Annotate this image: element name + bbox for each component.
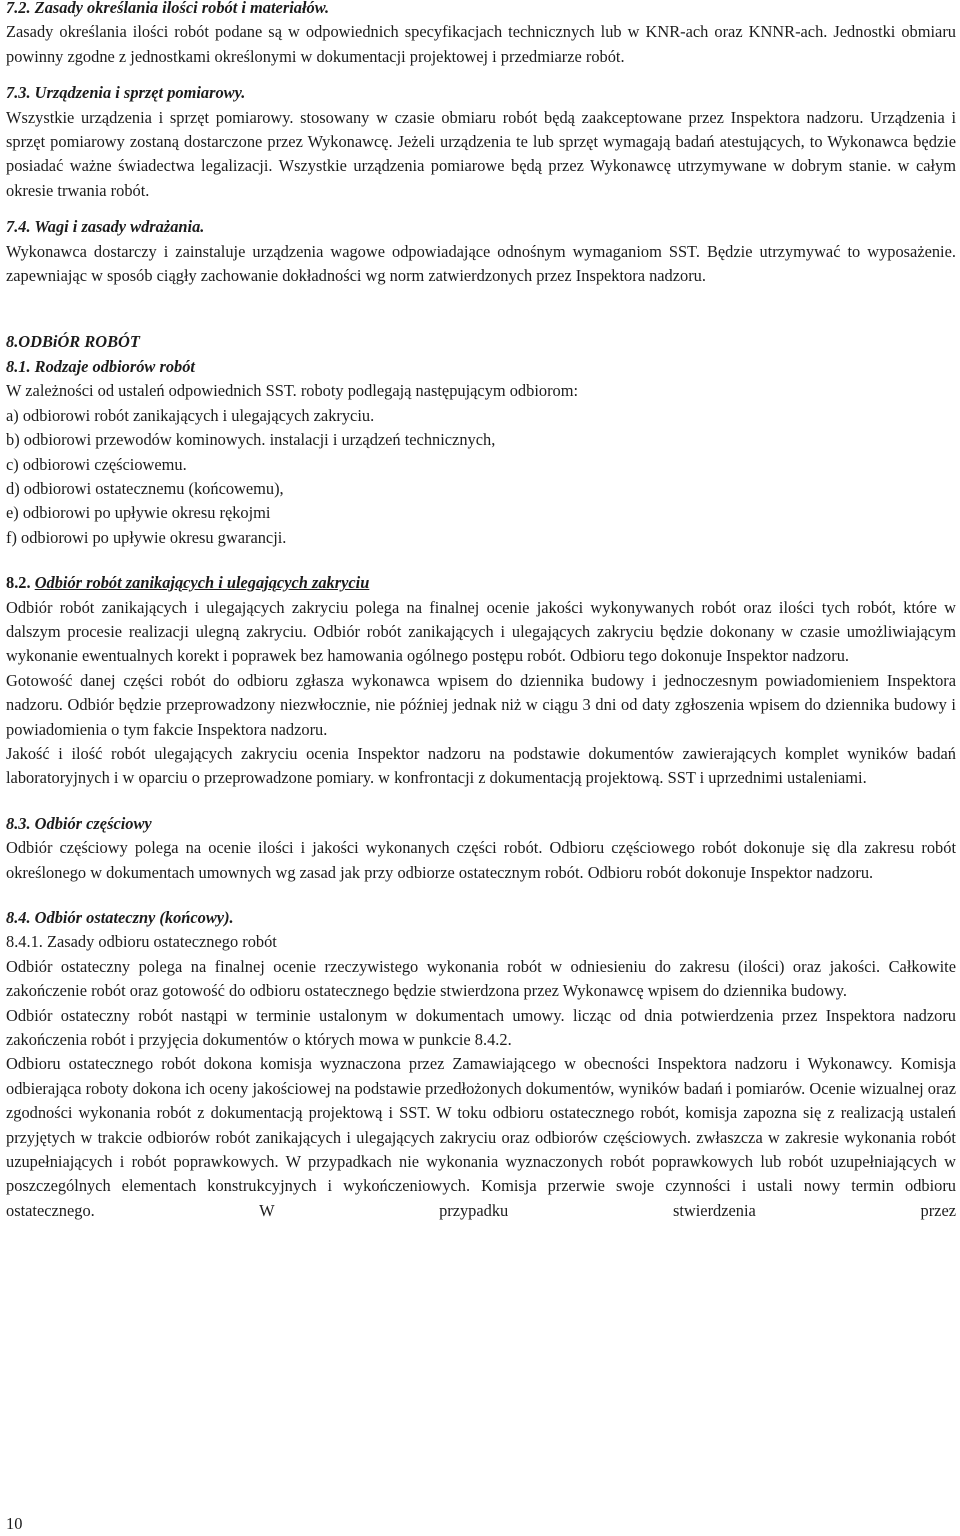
section-8-3-heading: 8.3. Odbiór częściowy xyxy=(6,813,152,833)
section-8-4-1-subheading: 8.4.1. Zasady odbioru ostatecznego robót xyxy=(6,932,277,952)
section-7-2-heading: 7.2. Zasady określania ilości robót i materiałów. xyxy=(6,0,330,17)
section-8-4-paragraph: Odbiór ostateczny robót nastąpi w terminie ustalonym w dokumentach umowy. licząc od dnia potwierdzenia przez Inspektora nadzoru zakończenia robót i przyjęcia dokumentów o których mowa w punkcie 8.4.2. xyxy=(6,1005,956,1050)
section-8-1-line: a) odbiorowi robót zanikających i ulegających zakryciu. xyxy=(6,405,375,425)
section-8-1-line: e) odbiorowi po upływie okresu rękojmi xyxy=(6,503,271,523)
section-7-4-text: Wykonawca dostarczy i zainstaluje urządzenia wagowe odpowiadające odnośnym wymaganiom SST. Będzie utrzymywać to wyposażenie. zapewniając w sposób ciągły zachowanie dokładności wg norm zatwierdzonych przez Inspektora nadzoru. xyxy=(6,241,956,286)
section-7-3-text: Wszystkie urządzenia i sprzęt pomiarowy. stosowany w czasie obmiaru robót będą zaakceptowane przez Inspektora nadzoru. Urządzenia i sprzęt pomiarowy zostaną dostarczone przez Wykonawcę. Jeżeli urządzenia te lub sprzęt wymagają badań atestujących, to Wykonawca będzie posiadać ważne świadectwa legalizacji. Wszystkie urządzenia pomiarowe będą przez Wykonawcę utrzymywane w dobrym stanie. w całym okresie trwania robót. xyxy=(6,107,956,200)
section-8-3-text: Odbiór częściowy polega na ocenie ilości i jakości wykonanych części robót. Odbioru częściowego robót dokonuje się dla zakresu robót określonego w dokumentach umownych wg zasad jak przy odbiorze ostatecznym robót. Odbioru robót dokonuje Inspektor nadzoru. xyxy=(6,838,956,882)
section-8-2-paragraph: Odbiór robót zanikających i ulegających zakryciu polega na finalnej ocenie jakości wykonywanych robót oraz ilości tych robót, które w dalszym procesie realizacji ulegną zakryciu. Odbiór robót zanikających i ulegających zakryciu będzie dokonany w czasie umożliwiającym wykonanie ewentualnych korekt i poprawek bez hamowania ogólnego postępu robót. Odbioru tego dokonuje Inspektor nadzoru. xyxy=(6,597,956,666)
section-8-1-line: d) odbiorowi ostatecznemu (końcowemu), xyxy=(6,478,284,498)
section-8-2-heading xyxy=(6,571,956,595)
section-8-4-paragraph: Odbiór ostateczny polega na finalnej ocenie rzeczywistego wykonania robót w odniesieniu do zakresu (ilości) oraz jakości. Całkowite zakończenie robót oraz gotowość do odbioru ostatecznego będzie stwierdzona przez Wykonawcę wpisem do dziennika budowy. xyxy=(6,956,956,1001)
section-8-1-line: W zależności od ustaleń odpowiednich SST. roboty podlegają następującym odbiorom: xyxy=(6,381,579,401)
section-8-1-line: b) odbiorowi przewodów kominowych. instalacji i urządzeń technicznych, xyxy=(6,430,496,450)
section-7-4-heading: 7.4. Wagi i zasady wdrażania. xyxy=(6,217,205,237)
section-7-3-heading: 7.3. Urządzenia i sprzęt pomiarowy. xyxy=(6,83,246,103)
section-8-4-heading: 8.4. Odbiór ostateczny (końcowy). xyxy=(6,908,234,927)
section-8-2-paragraph: Gotowość danej części robót do odbioru zgłasza wykonawca wpisem do dziennika budowy i jednoczesnym powiadomieniem Inspektora nadzoru. Odbiór będzie przeprowadzony niezwłocznie, nie później jednak niż w ciągu 3 dni od daty zgłoszenia wpisem do dziennika budowy i powiadomienia o tym fakcie Inspektora nadzoru. xyxy=(6,670,956,739)
section-8-2-number: 8.2. xyxy=(6,573,31,593)
section-8-1-line: f) odbiorowi po upływie okresu gwarancji. xyxy=(6,527,287,547)
section-8-2-paragraph: Jakość i ilość robót ulegających zakryciu ocenia Inspektor nadzoru na podstawie dokumentów zawierających komplet wyników badań laboratoryjnych i w oparciu o przeprowadzone pomiary. w konfrontacji z dokumentacją projektową. SST i uprzednimi ustaleniami. xyxy=(6,743,956,788)
section-8-1-heading: 8.1. Rodzaje odbiorów robót xyxy=(6,356,195,376)
page-number: 10 xyxy=(6,1514,23,1533)
section-8-4-paragraph: Odbioru ostatecznego robót dokona komisja wyznaczona przez Zamawiającego w obecności Inspektora nadzoru i Wykonawcy. Komisja odbierająca roboty dokona ich oceny jakościowej na podstawie przedłożonych dokumentów, wyników badań i pomiarów. Ocenie wizualnej oraz zgodności wykonania robót z dokumentacją projektową i SST. W toku odbioru ostatecznego robót, komisja zapozna się z realizacją ustaleń przyjętych w trakcie odbiorów robót zanikających i ulegających zakryciu oraz odbiorów częściowych. zwłaszcza w zakresie wykonania robót uzupełniających i robót poprawkowych. W przypadkach nie wykonania wyznaczonych robót poprawkowych lub robót uzupełniających w poszczególnych elementach konstrukcyjnych i wykończeniowych. Komisja przerwie swoje czynności i ustali nowy termin odbioru ostatecznego. W przypadku stwierdzenia przez xyxy=(6,1054,956,1220)
document-page xyxy=(6,0,956,1223)
section-8-heading: 8.ODBiÓR ROBÓT xyxy=(6,332,140,352)
section-8-2-title: Odbiór robót zanikających i ulegających zakryciu xyxy=(34,573,370,593)
section-8-1-line: c) odbiorowi częściowemu. xyxy=(6,454,187,474)
section-7-2-text: Zasady określania ilości robót podane są w odpowiednich specyfikacjach technicznych lub w KNR-ach oraz KNNR-ach. Jednostki obmiaru powinny zgodne z jednostkami określonymi w dokumentacji projektowej i przedmiarze robót. xyxy=(6,22,956,66)
